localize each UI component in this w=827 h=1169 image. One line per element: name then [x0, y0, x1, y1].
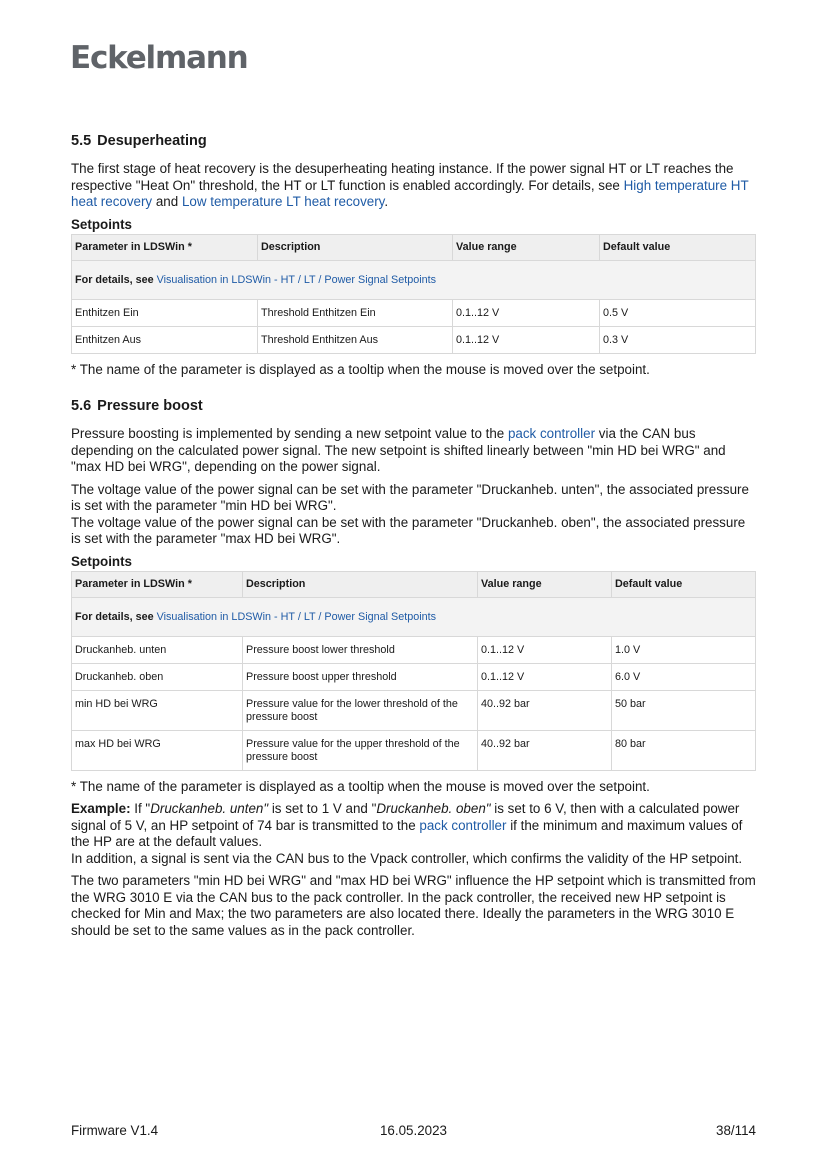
table-cell: Pressure value for the lower threshold of the pressure boost [243, 690, 478, 730]
table-header-row [72, 234, 756, 260]
text: . [384, 194, 389, 209]
table-info-row [72, 597, 756, 636]
text: In addition, a signal is sent via the CAN bus to the Vpack controller, which confirms the validity of the HP setpoint. [71, 850, 743, 866]
footer-firmware: Firmware V1.4 [71, 1123, 159, 1138]
table-cell: max HD bei WRG [72, 730, 243, 770]
text: if the minimum and maximum values of the HP are at the default values. [71, 817, 743, 849]
link-ht-heat-recovery[interactable]: High temperature HT heat recovery [71, 177, 749, 209]
eckelmann-logo: Eckelmann [70, 40, 248, 76]
example-label: Example: [71, 801, 131, 816]
table-cell: 0.1..12 V [453, 299, 600, 326]
table-cell: 0.1..12 V [478, 636, 612, 663]
table-cell: Pressure boost lower threshold [243, 636, 478, 663]
setpoints-table-desuperheating [71, 234, 756, 354]
footnote: * The name of the parameter is displayed as a tooltip when the mouse is moved over the setpoint. [71, 361, 650, 377]
table-cell: 6.0 V [612, 663, 756, 690]
section-number: 5.5 [71, 133, 92, 149]
column-header: Default value [600, 234, 756, 260]
table-cell: Threshold Enthitzen Aus [258, 326, 453, 353]
table-cell: Threshold Enthitzen Ein [258, 299, 453, 326]
table-cell: 0.1..12 V [453, 326, 600, 353]
paragraph [71, 482, 756, 548]
emphasis: Druckanheb. unten" [150, 801, 269, 816]
text: is set to 1 V and " [268, 801, 377, 816]
emphasis: Druckanheb. oben" [376, 801, 491, 816]
table-row [72, 326, 756, 353]
table-cell: 0.3 V [600, 326, 756, 353]
paragraph [71, 426, 756, 476]
text: is set to 6 V, then with a calculated power signal of 5 V, an HP setpoint of 74 bar is transmitted to the [71, 801, 740, 833]
table-cell: Pressure value for the upper threshold of the pressure boost [243, 730, 478, 770]
text: and [152, 194, 182, 209]
link-visualisation-setpoints[interactable]: Visualisation in LDSWin - HT / LT / Power Signal Setpoints [156, 273, 437, 286]
table-cell: 1.0 V [612, 636, 756, 663]
table-cell: 40..92 bar [478, 690, 612, 730]
column-header: Parameter in LDSWin * [72, 234, 258, 260]
text: The first stage of heat recovery is the desuperheating heating instance. If the power signal HT or LT reaches the respective "Heat On" threshold, the HT or LT function is enabled accordingly. For details, see [71, 161, 734, 193]
paragraph [71, 161, 756, 211]
table-cell: Enthitzen Ein [72, 299, 258, 326]
table-cell: min HD bei WRG [72, 690, 243, 730]
table-cell: 0.5 V [600, 299, 756, 326]
table-cell: 50 bar [612, 690, 756, 730]
text: For details, see [75, 610, 157, 623]
text: via the CAN bus depending on the calculated power signal. The new setpoint is shifted linearly between "min HD bei WRG" and "max HD bei WRG", depending on the power signal. [71, 426, 726, 474]
column-header: Parameter in LDSWin * [72, 571, 243, 597]
table-cell: 80 bar [612, 730, 756, 770]
setpoints-label: Setpoints [71, 216, 133, 232]
text: Pressure boosting is implemented by sending a new setpoint value to the [71, 426, 508, 441]
paragraph: The two parameters "min HD bei WRG" and "max HD bei WRG" influence the HP setpoint which is transmitted from the WRG 3010 E via the CAN bus to the pack controller. In the pack controller, the received new HP setpoint is checked for Min and Max; the two parameters are also located there. Ideally the parameters in the WRG 3010 E should be set to the same values as in the pack controller. [71, 873, 756, 938]
column-header: Description [258, 234, 453, 260]
footnote: * The name of the parameter is displayed as a tooltip when the mouse is moved over the setpoint. [71, 778, 650, 794]
table-header-row [72, 571, 756, 597]
table-cell: Enthitzen Aus [72, 326, 258, 353]
table-cell: Druckanheb. oben [72, 663, 243, 690]
table-row [72, 730, 756, 770]
link-visualisation-setpoints[interactable]: Visualisation in LDSWin - HT / LT / Power Signal Setpoints [156, 610, 437, 623]
footer-page-number: 38/114 [716, 1123, 756, 1138]
table-row [72, 636, 756, 663]
table-row [72, 663, 756, 690]
column-header: Description [243, 571, 478, 597]
section-heading-pressure-boost [71, 398, 756, 414]
text: The voltage value of the power signal can be set with the parameter "Druckanheb. oben", the associated pressure is set with the parameter "max HD bei WRG". [71, 514, 746, 546]
table-cell: Pressure boost upper threshold [243, 663, 478, 690]
setpoints-table-pressure-boost [71, 571, 756, 771]
column-header: Value range [478, 571, 612, 597]
text: If " [130, 801, 151, 816]
info-cell [72, 260, 756, 299]
setpoints-label: Setpoints [71, 553, 133, 569]
column-header: Default value [612, 571, 756, 597]
link-pack-controller[interactable]: pack controller [507, 426, 596, 441]
section-number: 5.6 [71, 398, 92, 414]
info-cell [72, 597, 756, 636]
table-row [72, 299, 756, 326]
table-cell: 0.1..12 V [478, 663, 612, 690]
table-cell: 40..92 bar [478, 730, 612, 770]
section-title: Pressure boost [97, 398, 203, 414]
table-info-row [72, 260, 756, 299]
link-lt-heat-recovery[interactable]: Low temperature LT heat recovery [181, 194, 385, 209]
table-row [72, 690, 756, 730]
example-paragraph [71, 801, 756, 867]
table-cell: Druckanheb. unten [72, 636, 243, 663]
page-content [71, 133, 756, 945]
text: The voltage value of the power signal can be set with the parameter "Druckanheb. unten", the associated pressure is set with the parameter "min HD bei WRG". [71, 481, 749, 513]
text: For details, see [75, 273, 157, 286]
link-pack-controller[interactable]: pack controller [419, 817, 507, 833]
footer-date: 16.05.2023 [379, 1123, 448, 1138]
section-title: Desuperheating [97, 133, 207, 149]
section-heading-desuperheating [71, 133, 756, 149]
column-header: Value range [453, 234, 600, 260]
